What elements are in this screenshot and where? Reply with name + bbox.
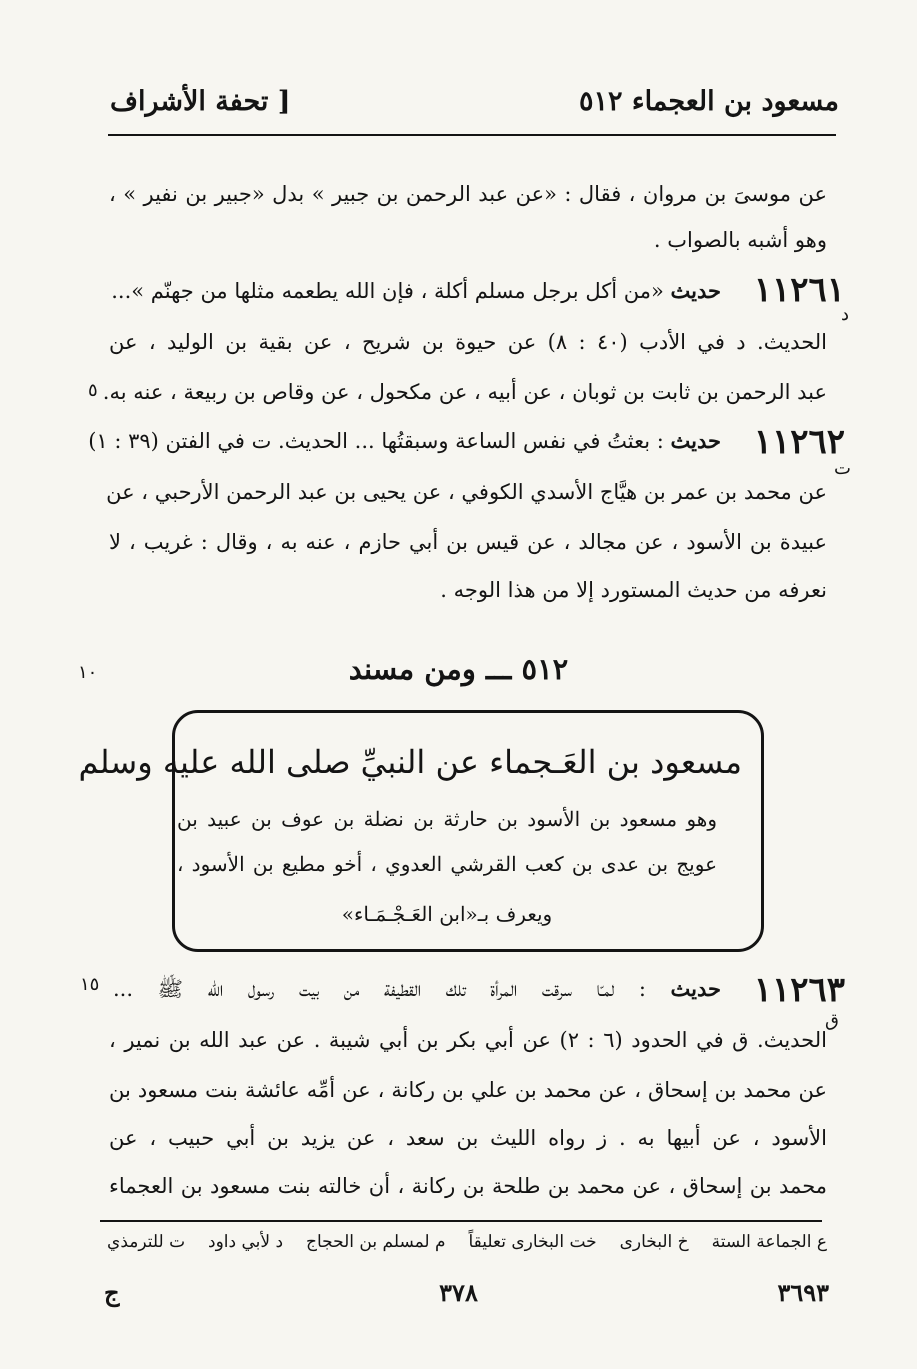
line-number-marker: ١٠ [78,662,98,683]
footnote-item: ت للترمذي [107,1232,186,1252]
box-line-2: عويج بن عدى بن كعب القرشي العدوي ، أخو مطيع بن الأسود ، [177,852,717,876]
running-header-left: [ تحفة الأشراف [110,86,291,117]
footnote-item: ع الجماعة الستة [711,1232,827,1252]
hadith-11262-line-4: نعرفه من حديث المستورد إلا من هذا الوجه . [440,578,827,602]
intro-line-1: عن موسىَ بن مروان ، فقال : «عن عبد الرحمن بن جبير » بدل «جبير بن نفير » ، [109,182,827,206]
footnote-item: م لمسلم بن الحجاج [306,1232,446,1252]
footnote-rule [100,1220,822,1222]
hadith-11261-line-1: حديث «من أكل برجل مسلم أكلة ، فإن الله يطعمه مثلها من جهنّم »... [111,278,721,303]
footnote-sigla [107,1232,827,1252]
hadith-11263-line-3: عن محمد بن إسحاق ، عن محمد بن علي بن ركانة ، عن أمِّه عائشة بنت مسعود بن [109,1078,827,1102]
box-line-3: ويعرف بـ«ابن العَـجْـمَـاء» [341,902,553,926]
running-header-right: مسعود بن العجماء ٥١٢ [578,86,839,117]
hadith-11263-line-4: الأسود ، عن أبيها به . ز رواه الليث بن سعد ، عن يزيد بن أبي حبيب ، عن [109,1126,827,1150]
footer-right-number: ٣٦٩٣ [777,1278,829,1307]
page-number: ٣٧٨ [439,1278,478,1307]
intro-line-2: وهو أشبه بالصواب . [653,228,827,252]
box-line-1: وهو مسعود بن الأسود بن حارثة بن نضلة بن عوف بن عبيد بن [177,807,717,831]
box-title: مسعود بن العَـجماء عن النبيِّ صلى الله عليه وسلم [78,743,742,781]
hadith-11263-number: ١١٢٦٣ [753,970,845,1010]
hadith-11263-line-5: محمد بن إسحاق ، عن محمد بن طلحة بن ركانة ، أن خالته بنت مسعود بن العجماء [109,1174,827,1198]
hadith-11262-line-2: عن محمد بن عمر بن هيَّاج الأسدي الكوفي ، عن يحيى بن عبد الرحمن الأرحبي ، عن [106,480,827,504]
line-number-marker: ١٥ [80,974,100,995]
signature-mark: ج [104,1278,120,1307]
hadith-11262-line-3: عبيدة بن الأسود ، عن مجالد ، عن قيس بن أبي حازم ، عنه به ، وقال : غريب ، لا [109,530,827,554]
hadith-label: حديث [670,278,721,303]
hadith-label: حديث [670,428,721,453]
hadith-11261-number: ١١٢٦١ [753,270,845,310]
hadith-11261-line-2: الحديث. د في الأدب (٤٠ : ٨) عن حيوة بن شريح ، عن بقية بن الوليد ، عن [109,330,827,354]
header-rule [108,134,836,136]
hadith-11263-line-1: حديث : لمـّا سرقت المرأة تلك القطيفة من بيت رسول الله ﷺ ... [113,976,721,1001]
margin-siglum: ت [834,458,851,479]
section-heading: ٥١٢ ـــ ومن مسند [348,652,569,686]
footnote-item: د لأبي داود [208,1232,284,1252]
hadith-11262-number: ١١٢٦٢ [753,422,845,462]
hadith-label: حديث [670,976,721,1001]
hadith-11261-line-3: عبد الرحمن بن ثابت بن ثوبان ، عن أبيه ، عن مكحول ، عن وقاص بن ربيعة ، عنه به. [102,380,827,404]
margin-siglum: ق [825,1010,839,1031]
footnote-item: خ البخارى [619,1232,689,1252]
margin-siglum: د [840,304,849,325]
hadith-11262-line-1: حديث : بعثتُ في نفس الساعة وسبقتُها ... الحديث. ت في الفتن (٣٩ : ١) [88,428,721,453]
footnote-item: خت البخارى تعليقاً [468,1232,597,1252]
hadith-11263-line-2: الحديث. ق في الحدود (٦ : ٢) عن أبي بكر بن أبي شيبة . عن عبد الله بن نمير ، [109,1028,827,1052]
line-number-marker: ٥ [88,380,98,401]
